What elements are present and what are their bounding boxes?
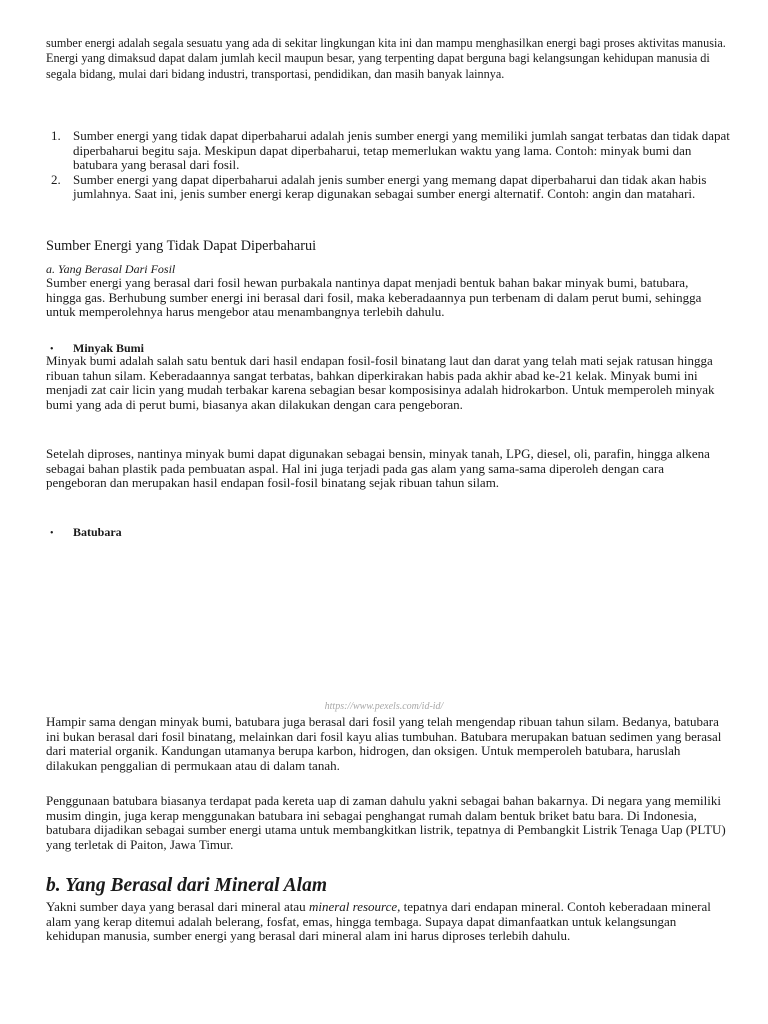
bullet-icon: • bbox=[50, 344, 54, 355]
list-item bbox=[46, 129, 736, 173]
section-heading-nonrenewable: Sumber Energi yang Tidak Dapat Diperbaharui bbox=[46, 238, 317, 254]
batubara-image-placeholder bbox=[46, 548, 726, 698]
fossil-paragraph: Sumber energi yang berasal dari fosil hewan purbakala nantinya dapat menjadi bentuk bahan bakar minyak bumi, batubara, hingga gas. Berhubung sumber energi ini berasal dari fosil, maka keberadaannya pun terbenam di dalam perut bumi, sehingga untuk memperolehnya harus mengebor atau menambangnya terlebih dahulu. bbox=[46, 275, 702, 320]
intro-paragraph: sumber energi adalah segala sesuatu yang ada di sekitar lingkungan kita ini dan mampu menghasilkan energi bagi proses aktivitas manusia. Energi yang dimaksud dapat dalam jumlah kecil maupun besar, yang terpenting dapat berguna bagi kelangsungan kehidupan manusia di segala bidang, mulai dari bidang industri, transportasi, pendidikan, dan masih banyak lainnya. bbox=[46, 36, 726, 81]
list-number: 2. bbox=[51, 171, 61, 187]
minyak-bumi-paragraph-2: Setelah diproses, nantinya minyak bumi dapat digunakan sebagai bensin, minyak tanah, LPG, diesel, oli, parafin, hingga alkena sebagai bahan plastik pada pembuatan aspal. Hal ini juga terjadi pada gas alam yang sama-sama diperoleh dengan cara pengeboran dan merupakan hasil endapan fosil-fosil binatang sejak ribuan tahun silam. bbox=[46, 446, 710, 491]
image-caption[interactable]: https://www.pexels.com/id-id/ bbox=[324, 701, 444, 712]
mineral-resource-term: mineral resource bbox=[308, 899, 398, 914]
list-number: 1. bbox=[51, 128, 61, 143]
bullet-icon: • bbox=[50, 528, 54, 539]
mineral-paragraph-start: Yakni sumber daya yang berasal dari mineral atau bbox=[46, 899, 309, 914]
list-item bbox=[46, 173, 736, 202]
bullet-title: Batubara bbox=[73, 525, 122, 539]
mineral-paragraph bbox=[46, 900, 726, 944]
subheading-fossil: a. Yang Berasal Dari Fosil bbox=[46, 262, 176, 276]
batubara-paragraph-1: Hampir sama dengan minyak bumi, batubara juga berasal dari fosil yang telah mengendap ribuan tahun silam. Bedanya, batubara ini bukan berasal dari fosil binatang, melainkan dari fosil kayu alias tumbuhan. Batubara merupakan batuan sedimen yang berasal dari material organik. Kandungan utamanya berupa karbon, hidrogen, dan oksigen. Untuk memperoleh batubara, haruslah dilakukan penggalian di permukaan atau di dalam tanah. bbox=[46, 714, 722, 773]
list-item-text: Sumber energi yang dapat diperbaharui adalah jenis sumber energi yang memang dapat diperbaharui dan tidak akan habis jumlahnya. Saat ini, jenis sumber energi kerap digunakan sebagai sumber energi alternatif. Contoh: angin dan matahari. bbox=[73, 171, 707, 202]
bullet-title: Minyak Bumi bbox=[73, 341, 145, 355]
bullet-batubara bbox=[46, 525, 122, 541]
minyak-bumi-paragraph-1: Minyak bumi adalah salah satu bentuk dari hasil endapan fosil-fosil binatang laut dan darat yang telah mati sejak ratusan hingga ribuan tahun silam. Keberadaannya sangat terbatas, bahkan diperkirakan habis pada akhir abad ke-21 kelak. Minyak bumi ini menjadi zat cair licin yang mudah terbakar karena sebagian besar komposisinya adalah hidrokarbon. Untuk memperoleh minyak bumi yang ada di perut bumi, biasanya akan dilakukan dengan cara pengeboran. bbox=[46, 353, 715, 412]
mineral-paragraph-end: , tepatnya dari endapan mineral. Contoh keberadaan mineral alam yang kerap ditemui adalah belerang, fosfat, emas, hingga tembaga. Supaya dapat dimanfaatkan untuk kelangsungan kehidupan manusia, sumber energi yang berasal dari mineral alam ini harus diproses terlebih dahulu. bbox=[46, 899, 711, 944]
batubara-paragraph-2: Penggunaan batubara biasanya terdapat pada kereta uap di zaman dahulu yakni sebagai bahan bakarnya. Di negara yang memiliki musim dingin, juga kerap menggunakan batubara ini sebagai penghangat rumah dalam bentuk briket batu bara. Di Indonesia, batubara dijadikan sebagai sumber energi utama untuk membangkitkan listrik, tepatnya di Pembangkit Listrik Tenaga Uap (PLTU) yang terletak di Paiton, Jawa Timur. bbox=[46, 793, 726, 852]
section-heading-mineral: b. Yang Berasal dari Mineral Alam bbox=[46, 875, 328, 896]
list-item-text: Sumber energi yang tidak dapat diperbaharui adalah jenis sumber energi yang memiliki jumlah sangat terbatas dan tidak dapat diperbaharui begitu saja. Meskipun dapat diperbaharui, tetap memerlukan waktu yang lama. Contoh: minyak bumi dan batubara yang berasal dari fosil. bbox=[73, 128, 730, 173]
energy-types-list bbox=[46, 129, 736, 202]
